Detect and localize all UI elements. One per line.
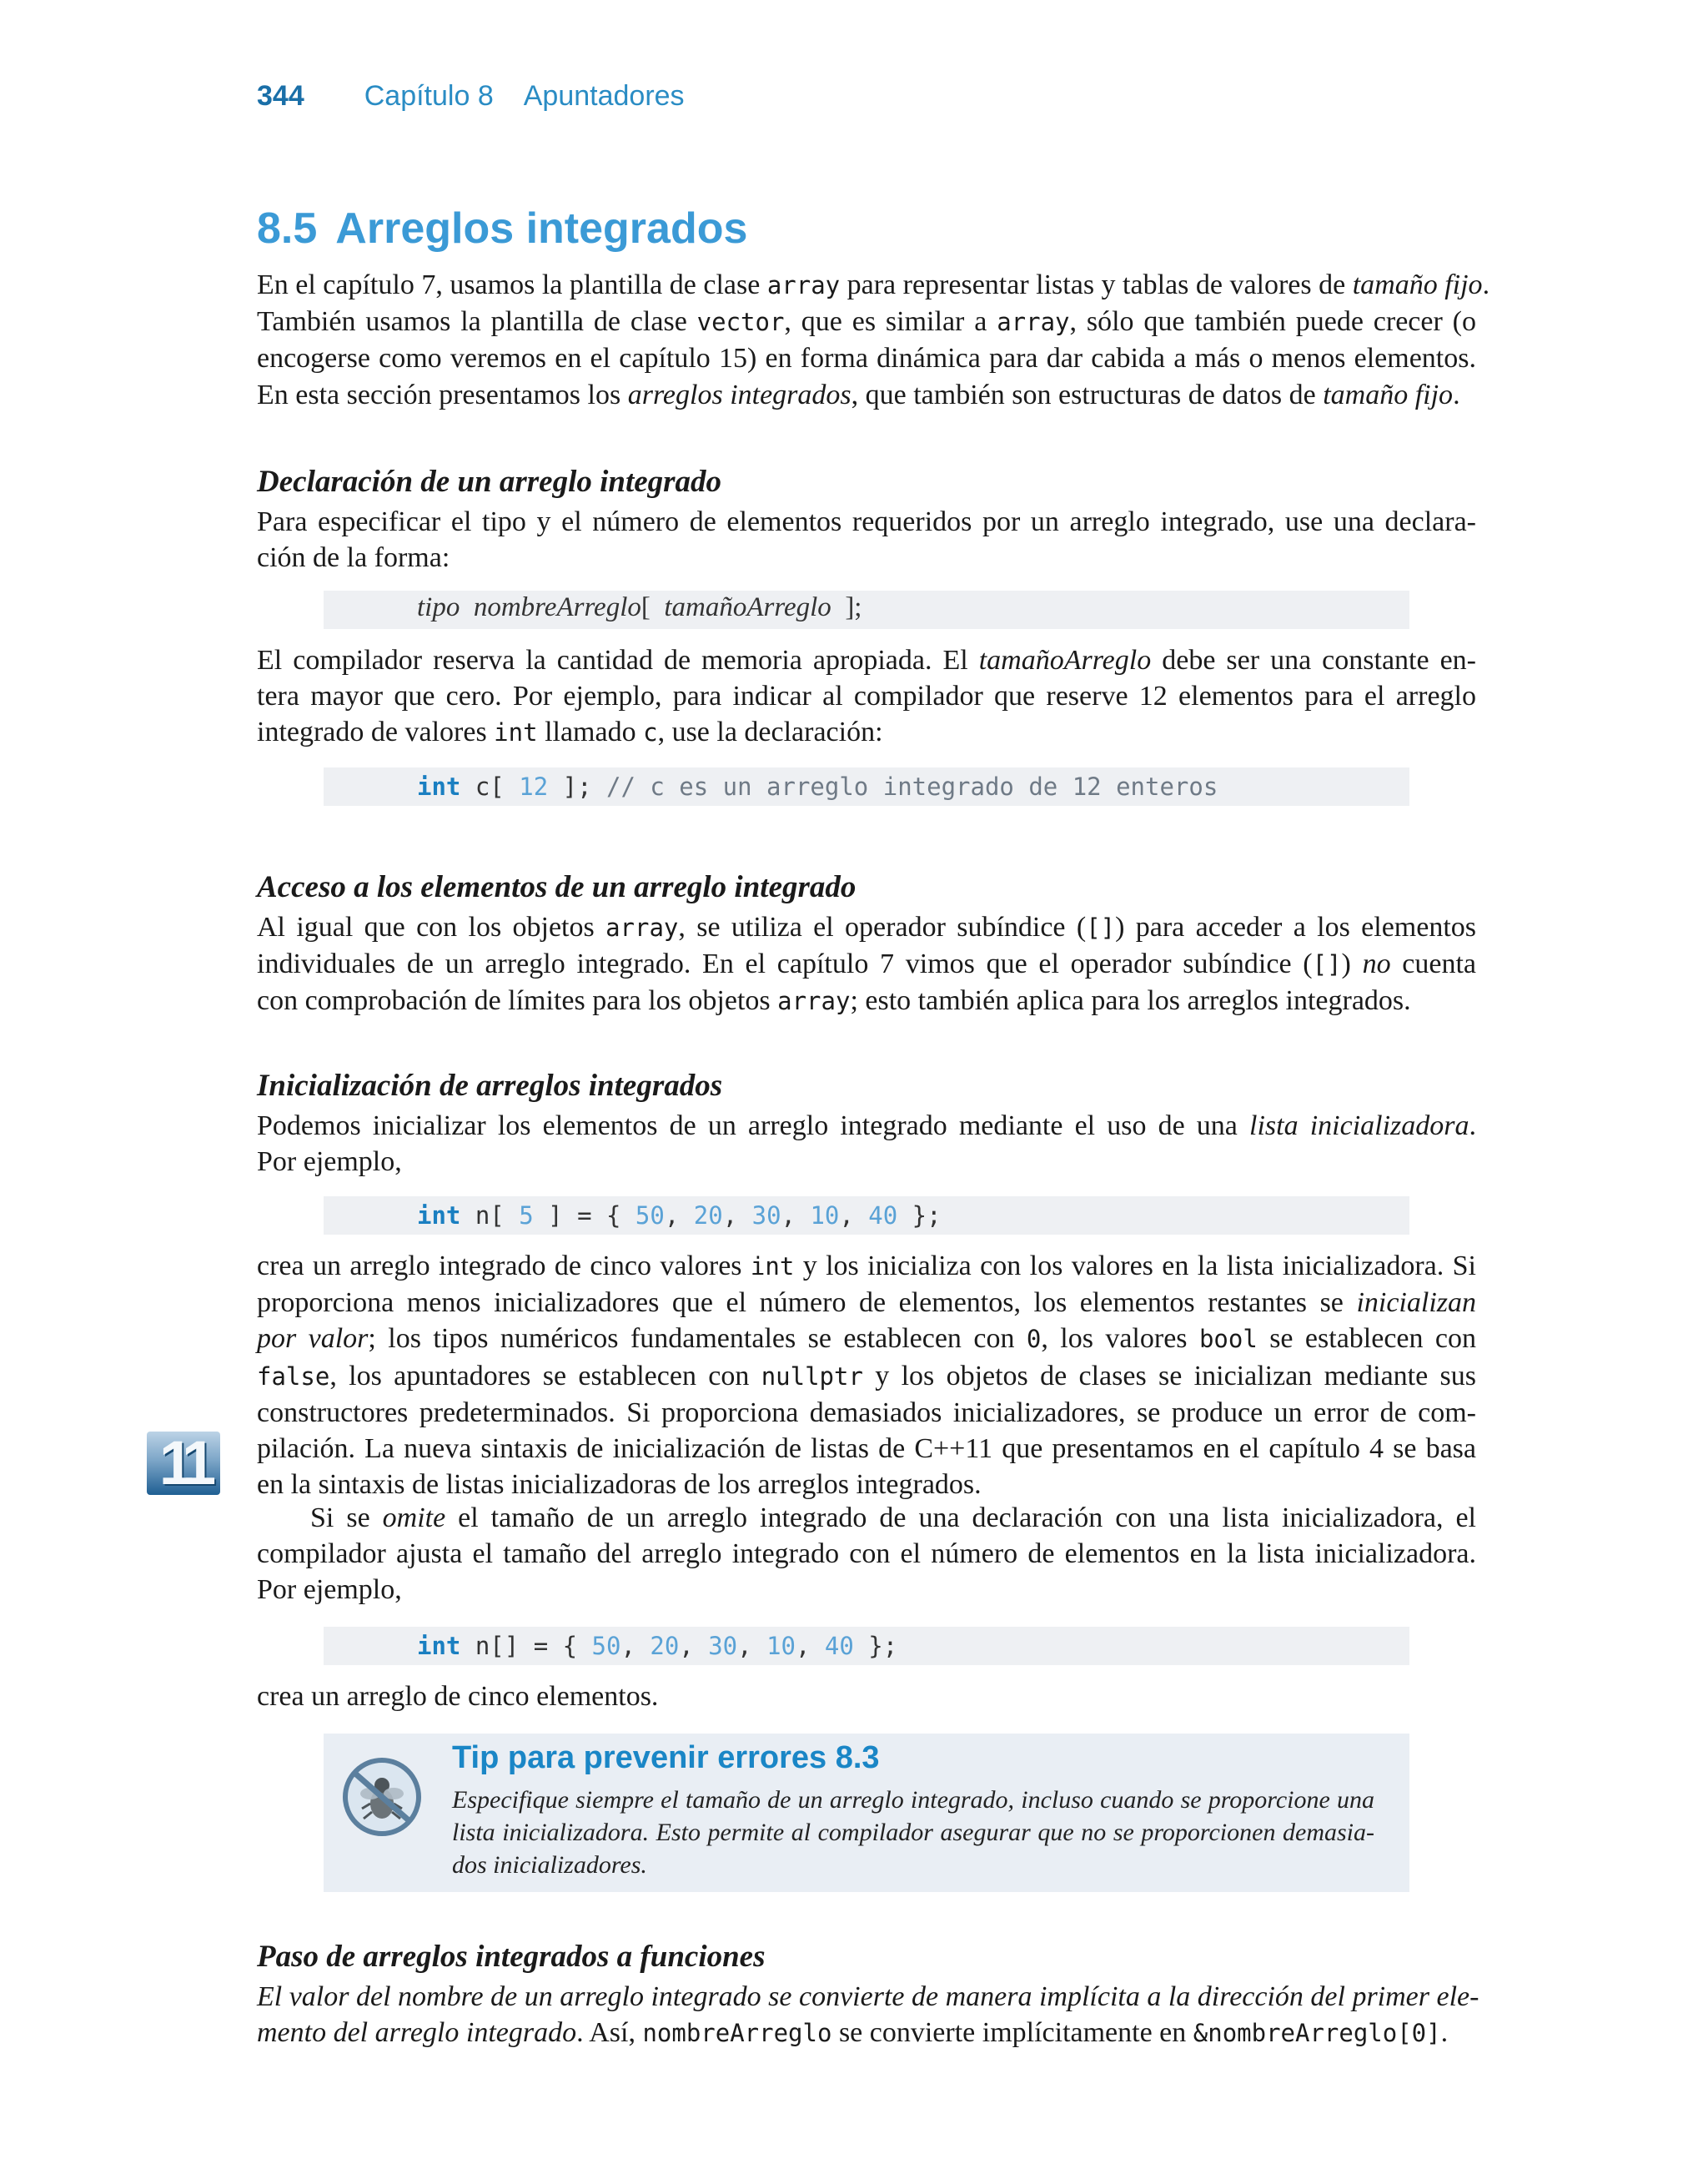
init-code-2: int n[] = { 50, 20, 30, 10, 40 }; (417, 1632, 898, 1660)
declaration-heading: Declaración de un arreglo integrado (257, 465, 722, 499)
init-code-1: int n[ 5 ] = { 50, 20, 30, 10, 40 }; (417, 1201, 942, 1230)
init-paragraph-1: Podemos inicializar los elementos de un arreglo integrado mediante el uso de una lista inicializadora. Por ejemplo, (257, 1110, 1477, 1178)
tip-box (324, 1734, 1409, 1892)
access-heading: Acceso a los elementos de un arreglo integrado (257, 870, 857, 904)
init-paragraph-4: crea un arreglo de cinco elementos. (257, 1681, 659, 1712)
tip-title: Tip para prevenir errores 8.3 (452, 1740, 880, 1775)
chapter-label: Capítulo 8 (364, 80, 494, 112)
section-number: 8.5 (257, 204, 318, 253)
intro-paragraph: En el capítulo 7, usamos la plantilla de clase array para representar listas y tablas de valores de tamaño fijo. También usamos la plantilla de clase vector, que es similar a array, sólo que también puede crecer (o encogerse como veremos en el capítulo 15) en forma dinámica para dar cabida a más o menos elementos. En esta sección presentamos los arreglos integrados, que también son estructuras de datos de tamaño fijo. (257, 269, 1490, 410)
passing-paragraph: El valor del nombre de un arreglo integrado se convierte de manera implícita a la dirección del primer ele- mento del arreglo integrado. Así, nombreArreglo se convierte implícitamente en &nombreArreglo[0]. (257, 1981, 1479, 2049)
bug-prohibited-icon (340, 1755, 424, 1839)
tip-text: Especifique siempre el tamaño de un arreglo integrado, incluso cuando se proporcione una lista inicializadora. Esto permite al compilador asegurar que no se proporcionen demasia- dos inicializadores. (452, 1786, 1374, 1879)
section-title (257, 204, 747, 254)
running-head (257, 80, 685, 113)
page-number: 344 (257, 80, 304, 112)
declaration-paragraph-2: El compilador reserva la cantidad de memoria apropiada. El tamañoArreglo debe ser una constante en- tera mayor que cero. Por ejemplo, para indicar al compilador que reserve 12 elementos para el arreglo integrado de valores int llamado c, use la declaración: (257, 645, 1476, 748)
declaration-form-box (324, 591, 1409, 629)
declaration-form: tipo nombreArreglo[ tamañoArreglo ]; (417, 592, 862, 622)
declaration-code-box (324, 767, 1409, 806)
passing-heading: Paso de arreglos integrados a funciones (257, 1940, 766, 1974)
cpp11-badge: 11 (147, 1432, 220, 1495)
init-code-box-2 (324, 1627, 1409, 1665)
init-heading: Inicialización de arreglos integrados (257, 1069, 723, 1103)
init-paragraph-2: crea un arreglo integrado de cinco valores int y los inicializa con los valores en la lista inicializadora. Si proporciona menos inicializadores que el número de elementos, los elementos restantes se inicializan por valor; los tipos numéricos fundamentales se establecen con 0, los valores bool se establecen con false, los apuntadores se establecen con nullptr y los objetos de clases se inicializan mediante sus constructores predeterminados. Si proporciona demasiados inicializadores, se produce un error de com- pilación. La nueva sintaxis de inicialización de listas de C++11 que presentamos en el capítulo 4 se basa en la sintaxis de listas inicializadoras de los arreglos integrados. (257, 1251, 1477, 1501)
access-paragraph: Al igual que con los objetos array, se utiliza el operador subíndice ([]) para acceder a los elementos individuales de un arreglo integrado. En el capítulo 7 vimos que el operador subíndice ([]) no cuenta con comprobación de límites para los objetos array; esto también aplica para los arreglos integrados. (257, 912, 1477, 1017)
init-code-box-1 (324, 1196, 1409, 1235)
init-paragraph-3: Si se omite el tamaño de un arreglo integrado de una declaración con una lista inicializadora, el compilador ajusta el tamaño del arreglo integrado con el número de elementos en la lista inicializadora. Por ejemplo, (257, 1502, 1476, 1606)
section-title-text: Arreglos integrados (335, 204, 748, 253)
declaration-code: int c[ 12 ]; // c es un arreglo integrado de 12 enteros (417, 772, 1218, 801)
chapter-title: Apuntadores (523, 80, 685, 112)
declaration-paragraph: Para especificar el tipo y el número de elementos requeridos por un arreglo integrado, use una declara- ción de la forma: (257, 506, 1476, 574)
